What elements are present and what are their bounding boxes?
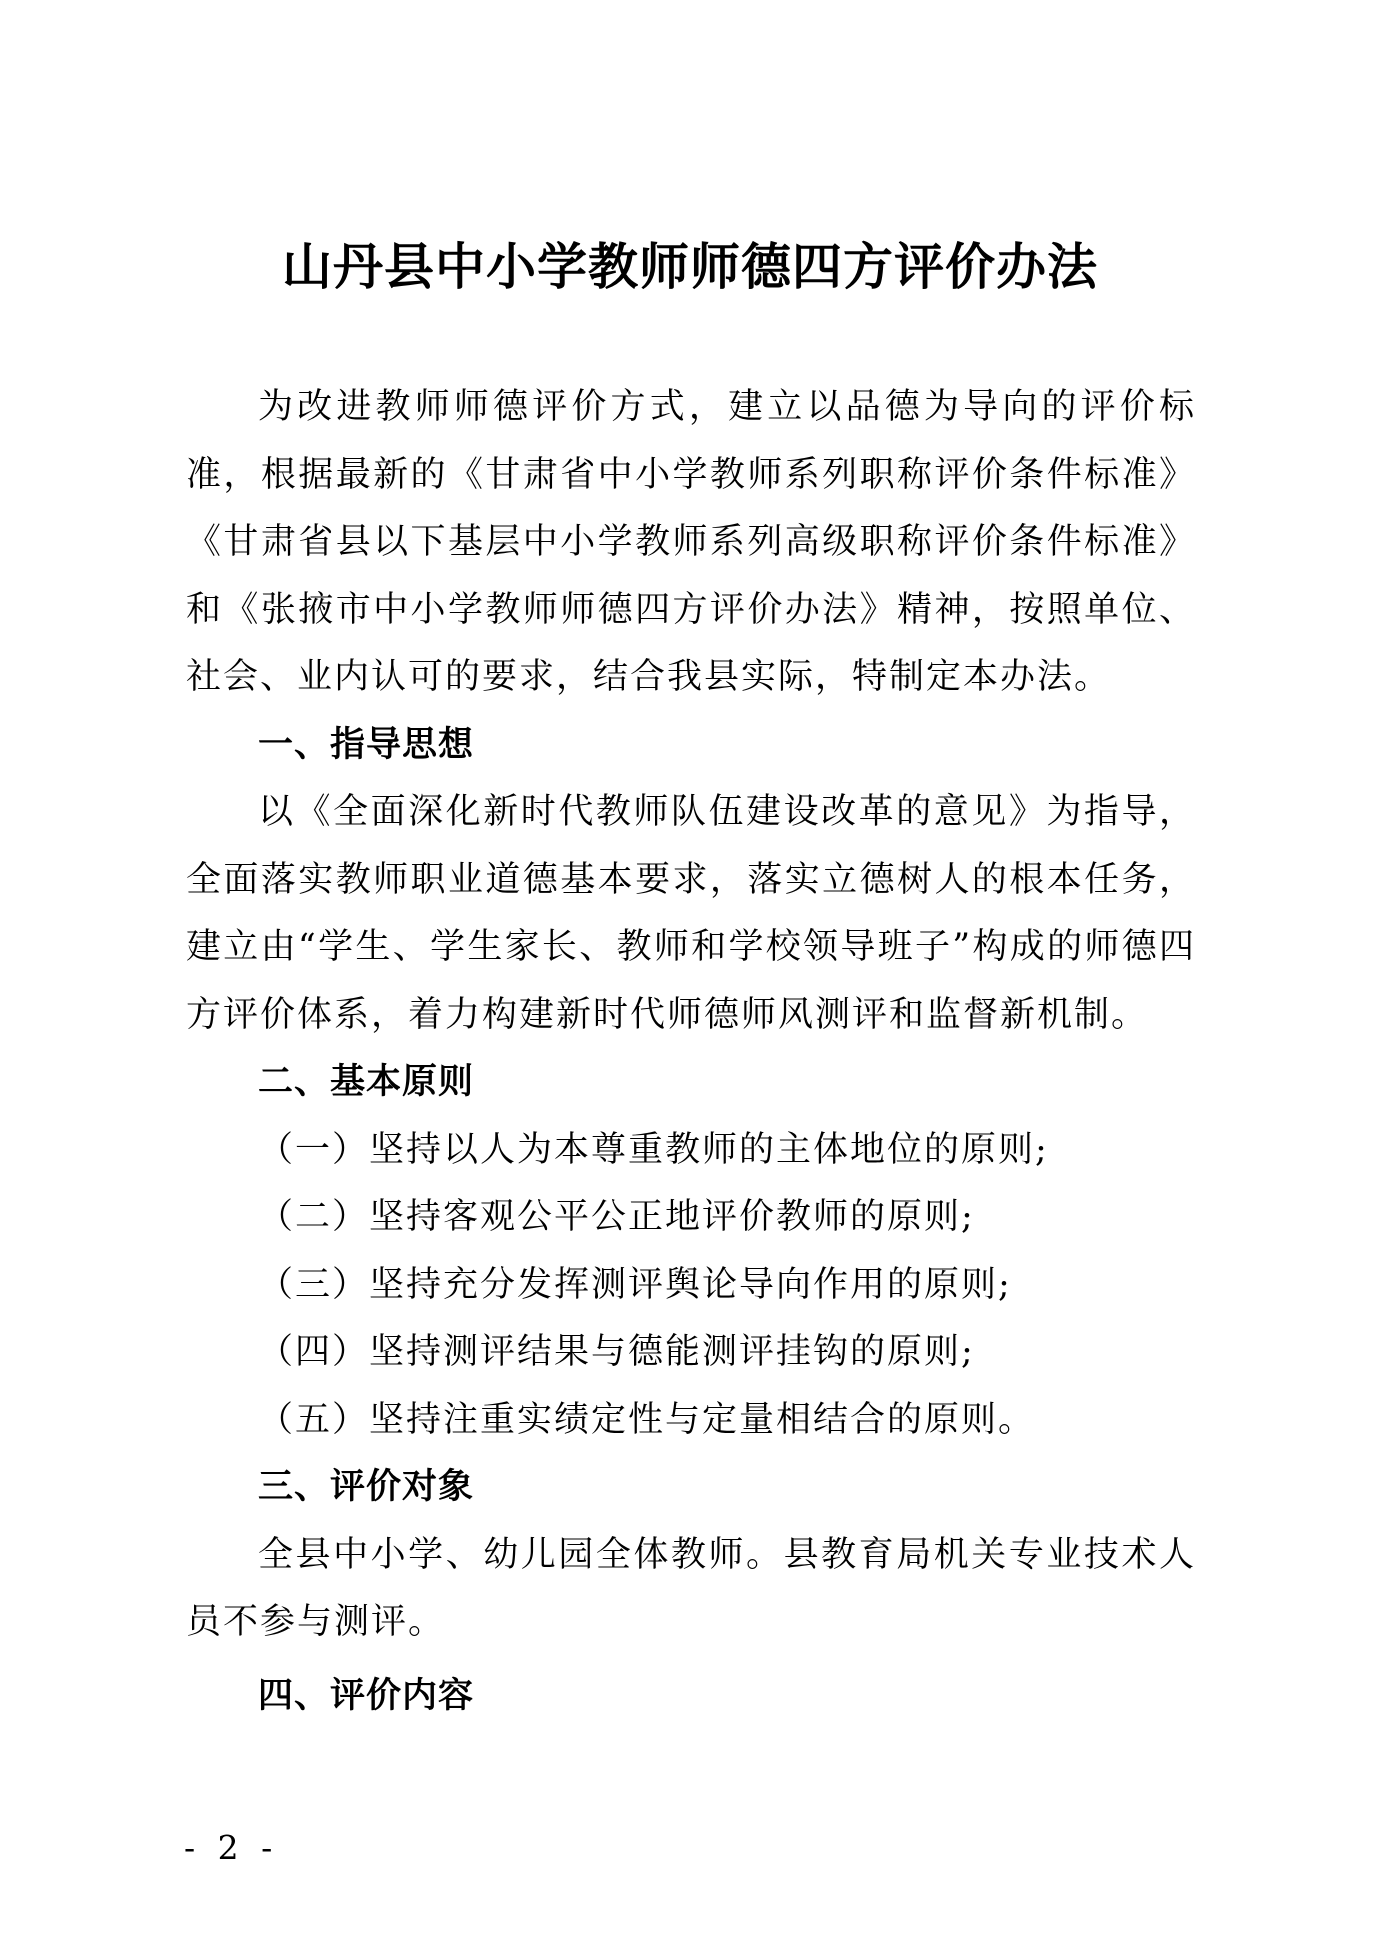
principle-item-4: （四）坚持测评结果与德能测评挂钩的原则;	[258, 1332, 975, 1372]
document-body	[186, 374, 1196, 1730]
page-number: - 2 -	[184, 1828, 279, 1867]
principle-item-2: （二）坚持客观公平公正地评价教师的原则;	[258, 1197, 975, 1237]
evaluation-target-paragraph: 全县中小学、幼儿园全体教师。县教育局机关专业技术人员不参与测评。	[186, 1534, 1196, 1642]
principle-item-5: （五）坚持注重实绩定性与定量相结合的原则。	[258, 1399, 1036, 1440]
section-heading-guiding-ideology: 一、指导思想	[258, 724, 475, 765]
principle-item-1: （一）坚持以人为本尊重教师的主体地位的原则;	[258, 1129, 1049, 1170]
intro-paragraph: 为改进教师师德评价方式，建立以品德为导向的评价标准，根据最新的《甘肃省中小学教师系列职称评价条件标准》《甘肃省县以下基层中小学教师系列高级职称评价条件标准》和《张掖市中小学教师师德四方评价办法》精神，按照单位、社会、业内认可的要求，结合我县实际，特制定本办法。	[186, 387, 1196, 697]
document-title: 山丹县中小学教师师德四方评价办法	[282, 237, 1098, 296]
section-heading-evaluation-content: 四、评价内容	[258, 1675, 475, 1716]
section-heading-evaluation-target: 三、评价对象	[258, 1467, 475, 1507]
section-heading-basic-principles: 二、基本原则	[258, 1062, 475, 1102]
guiding-ideology-paragraph: 以《全面深化新时代教师队伍建设改革的意见》为指导，全面落实教师职业道德基本要求，落实立德树人的根本任务，建立由“学生、学生家长、教师和学校领导班子”构成的师德四方评价体系，着力构建新时代师德师风测评和监督新机制。	[186, 792, 1196, 1035]
principle-item-3: （三）坚持充分发挥测评舆论导向作用的原则;	[258, 1264, 1012, 1305]
